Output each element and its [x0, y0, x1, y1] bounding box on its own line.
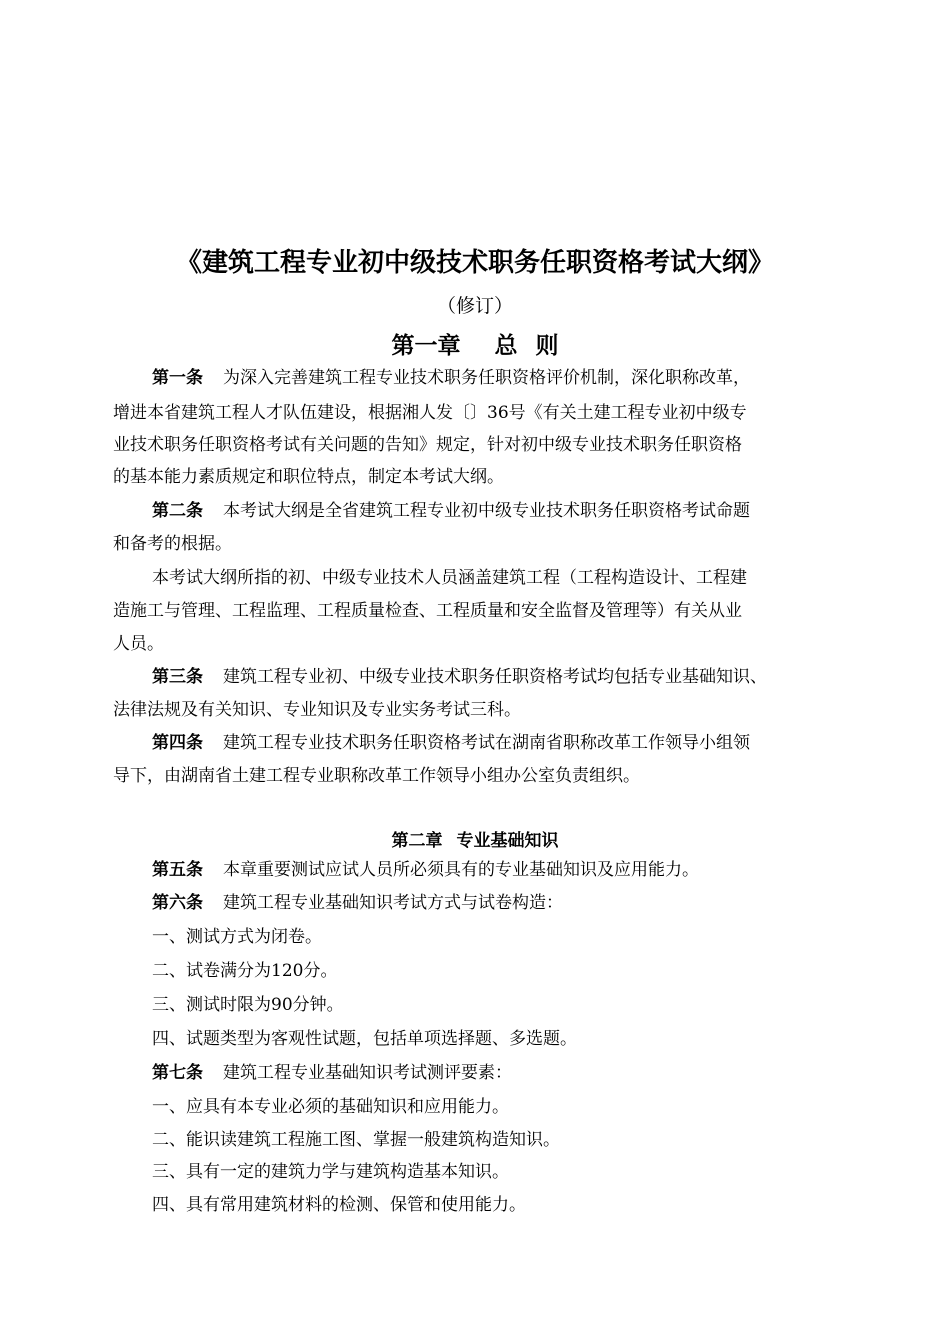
- article-2-text: 本考试大纲是全省建筑工程专业初中级专业技术职务任职资格考试命题: [223, 501, 750, 521]
- chapter-2-name: 专业基础知识: [456, 831, 559, 851]
- article-4-text: 建筑工程专业技术职务任职资格考试在湖南省职称改革工作领导小组领: [223, 733, 750, 753]
- article-7-item: 二、能识读建筑工程施工图、掌握一般建筑构造知识。: [152, 1130, 560, 1150]
- article-5-text: 本章重要测试应试人员所必须具有的专业基础知识及应用能力。: [223, 860, 699, 880]
- article-6-text: 建筑工程专业基础知识考试方式与试卷构造：: [223, 893, 563, 913]
- chapter-1-name-2: 则: [535, 333, 559, 359]
- article-1-line: 业技术职务任职资格考试有关问题的告知》规定，针对初中级专业技术职务任职资格: [113, 435, 742, 455]
- document-title: 《建筑工程专业初中级技术职务任职资格考试大纲》: [175, 248, 774, 278]
- article-7-text: 建筑工程专业基础知识考试测评要素：: [223, 1063, 512, 1083]
- article-3-label: 第三条: [152, 667, 203, 687]
- article-3-line: 法律法规及有关知识、专业知识及专业实务考试三科。: [113, 700, 521, 720]
- article-5-label: 第五条: [152, 860, 203, 880]
- article-6-label: 第六条: [152, 893, 203, 913]
- article-7-line: [152, 1062, 512, 1084]
- article-7-item: 一、应具有本专业必须的基础知识和应用能力。: [152, 1097, 509, 1117]
- article-3-line: [152, 666, 767, 688]
- article-6-item: 四、试题类型为客观性试题，包括单项选择题、多选题。: [152, 1029, 577, 1049]
- article-4-label: 第四条: [152, 733, 203, 753]
- chapter-2-heading: [0, 826, 950, 851]
- article-1-line: 增进本省建筑工程人才队伍建设，根据湘人发〔〕36号《有关土建工程专业初中级专: [113, 403, 747, 423]
- article-6-item: 三、测试时限为90分钟。: [152, 995, 344, 1015]
- article-1-text: 为深入完善建筑工程专业技术职务任职资格评价机制，深化职称改革，: [223, 368, 750, 388]
- scope-paragraph-line: 造施工与管理、工程监理、工程质量检查、工程质量和安全监督及管理等）有关从业: [113, 601, 742, 621]
- article-7-label: 第七条: [152, 1063, 203, 1083]
- article-7-item: 四、具有常用建筑材料的检测、保管和使用能力。: [152, 1195, 526, 1215]
- document-subtitle: （修订）: [436, 295, 513, 317]
- article-2-label: 第二条: [152, 501, 203, 521]
- article-3-text: 建筑工程专业初、中级专业技术职务任职资格考试均包括专业基础知识、: [223, 667, 767, 687]
- article-1-line: 的基本能力素质规定和职位特点，制定本考试大纲。: [113, 467, 504, 487]
- article-1-label: 第一条: [152, 368, 203, 388]
- article-1-line: [152, 367, 750, 389]
- scope-paragraph-line: 本考试大纲所指的初、中级专业技术人员涵盖建筑工程（工程构造设计、工程建: [152, 568, 747, 588]
- article-4-line: 导下，由湖南省土建工程专业职称改革工作领导小组办公室负责组织。: [113, 766, 640, 786]
- article-2-line: [152, 500, 750, 522]
- article-6-item: 一、测试方式为闭卷。: [152, 927, 322, 947]
- article-6-item: 二、试卷满分为120分。: [152, 961, 338, 981]
- article-6-line: [152, 892, 563, 914]
- article-4-line: [152, 732, 750, 754]
- article-7-item: 三、具有一定的建筑力学与建筑构造基本知识。: [152, 1162, 509, 1182]
- chapter-1-heading: [0, 327, 950, 360]
- chapter-1-label: 第一章: [391, 333, 461, 359]
- article-2-line: 和备考的根据。: [113, 534, 232, 554]
- chapter-2-label: 第二章: [391, 831, 443, 851]
- scope-paragraph-line: 人员。: [113, 634, 164, 654]
- chapter-1-name-1: 总: [494, 333, 518, 359]
- article-5-line: [152, 859, 699, 881]
